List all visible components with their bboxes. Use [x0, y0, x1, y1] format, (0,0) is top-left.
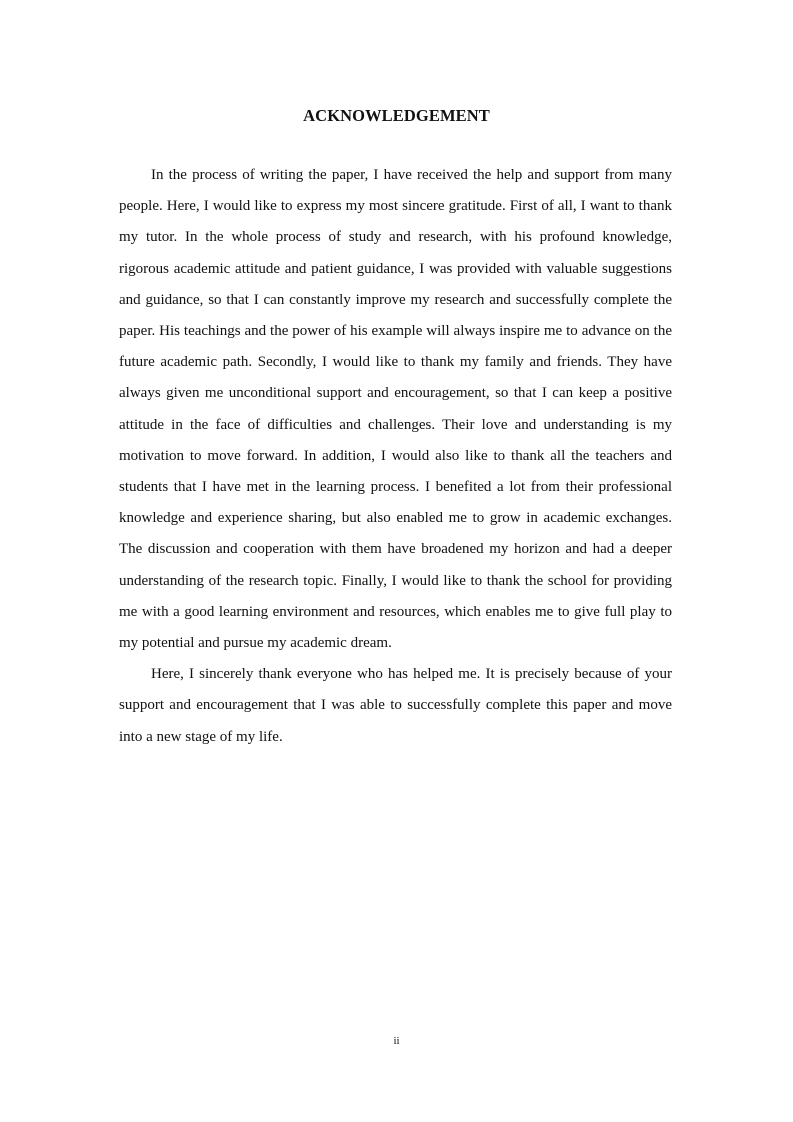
page-number: ii [393, 1035, 400, 1047]
acknowledgement-body [119, 160, 672, 753]
page-title: ACKNOWLEDGEMENT [303, 106, 490, 125]
paragraph-1: In the process of writing the paper, I have received the help and support from many people. Here, I would like to express my most sincere gratitude. First of all, I want to thank my tutor. In the whole process of study and research, with his profound knowledge, rigorous academic attitude and patient guidance, I was provided with valuable suggestions and guidance, so that I can constantly improve my research and successfully complete the paper. His teachings and the power of his example will always inspire me to advance on the future academic path. Secondly, I would like to thank my family and friends. They have always given me unconditional support and encouragement, so that I can keep a positive attitude in the face of difficulties and challenges. Their love and understanding is my motivation to move forward. In addition, I would also like to thank all the teachers and students that I have met in the learning process. I benefited a lot from their professional knowledge and experience sharing, but also enabled me to grow in academic exchanges. The discussion and cooperation with them have broadened my horizon and had a deeper understanding of the research topic. Finally, I would like to thank the school for providing me with a good learning environment and resources, which enables me to give full play to my potential and pursue my academic dream. [119, 167, 672, 652]
paragraph-2: Here, I sincerely thank everyone who has helped me. It is precisely because of your support and encouragement that I was able to successfully complete this paper and move into a new stage of my life. [119, 666, 672, 745]
